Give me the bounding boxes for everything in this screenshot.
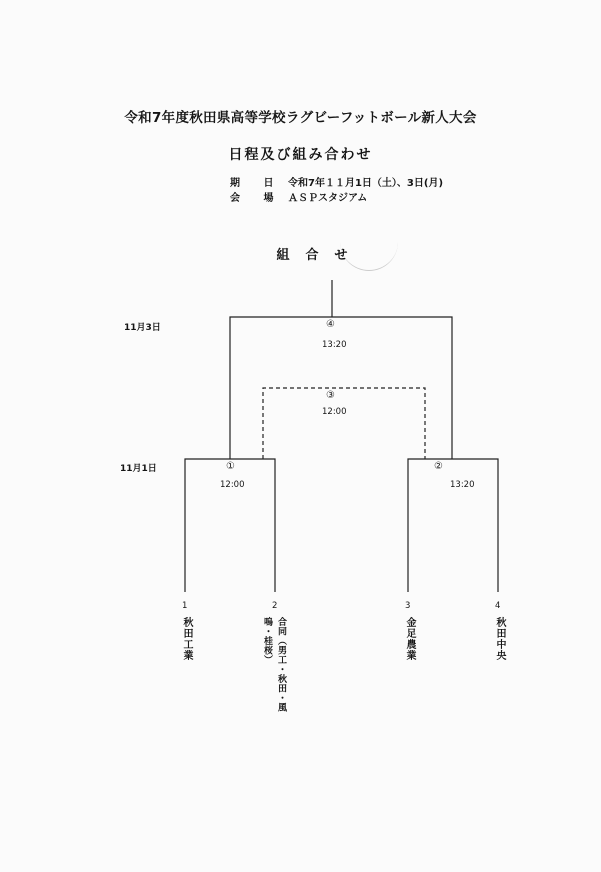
team-3-seed: 3: [405, 601, 411, 611]
team-3-name: 金足農業: [404, 617, 415, 661]
team-2-name: 合同（男工・秋田・風嗚・桂桜）: [262, 617, 286, 712]
game-semi2-time: 13:20: [450, 480, 475, 490]
semi2-line: [408, 459, 498, 592]
venue-label: 会 場: [230, 193, 284, 204]
game-final-number: ④: [326, 319, 335, 330]
date-value: 令和7年１１月1日（土）、3日(月): [288, 178, 444, 189]
date-final-label: 11月3日: [124, 323, 161, 333]
game-semi2-number: ②: [434, 461, 443, 472]
game-third-number: ③: [326, 390, 335, 401]
team-1-name: 秋田工業: [181, 617, 192, 661]
bracket-heading: 組合せ: [276, 248, 364, 263]
page-title: 令和7年度秋田県高等学校ラグビーフットボール新人大会: [124, 110, 477, 126]
team-1-seed: 1: [182, 601, 188, 611]
team-4-name: 秋田中央: [494, 617, 505, 661]
page-subtitle: 日程及び組み合わせ: [228, 147, 373, 163]
team-2-seed: 2: [272, 601, 278, 611]
game-semi1-time: 12:00: [220, 480, 245, 490]
team-4-seed: 4: [495, 601, 501, 611]
date-first-label: 11月1日: [120, 464, 157, 474]
game-final-time: 13:20: [322, 340, 347, 350]
game-third-time: 12:00: [322, 407, 347, 417]
third-place-line: [263, 388, 425, 459]
date-label: 期 日: [230, 178, 284, 189]
semi1-line: [185, 459, 275, 592]
game-semi1-number: ①: [226, 461, 235, 472]
venue-value: ＡＳＰスタジアム: [288, 193, 368, 204]
